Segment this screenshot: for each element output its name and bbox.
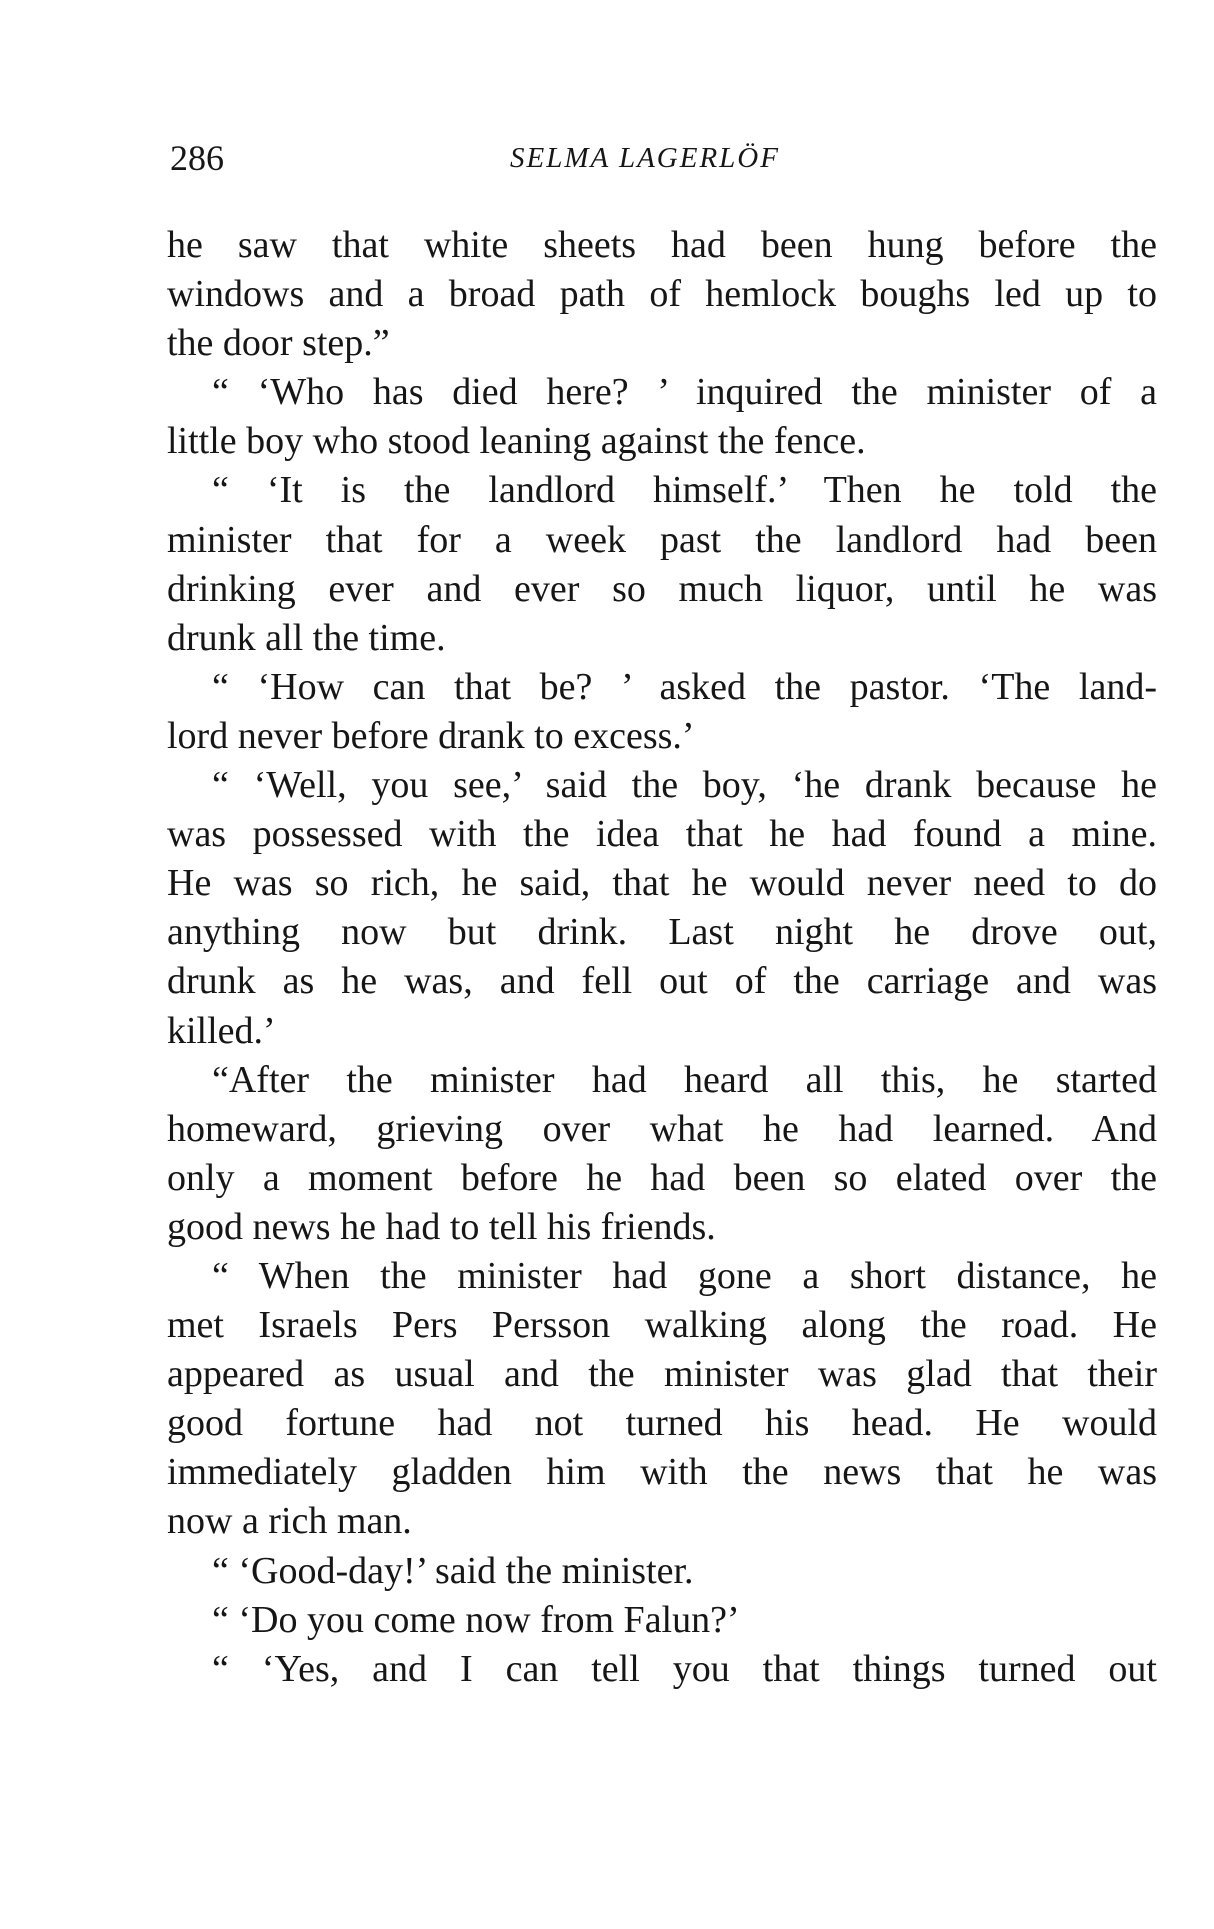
text-line: anything now but drink. Last night he drove out, [167, 911, 1157, 954]
text-line: good fortune had not turned his head. He would [167, 1402, 1157, 1445]
text-line: “ ‘Yes, and I can tell you that things turned out [212, 1647, 1157, 1690]
text-line: drunk all the time. [167, 616, 446, 659]
text-line: killed.’ [167, 1009, 276, 1052]
page-header [170, 133, 1150, 183]
text-line: “ ‘Well, you see,’ said the boy, ‘he drank because he [212, 764, 1157, 807]
text-line: windows and a broad path of hemlock boughs led up to [167, 273, 1157, 316]
text-line: met Israels Pers Persson walking along the road. He [167, 1304, 1157, 1347]
text-line: “ ‘It is the landlord himself.’ Then he told the [212, 469, 1157, 512]
text-line: “ ‘Good-day!’ said the minister. [212, 1549, 694, 1592]
text-line: “After the minister had heard all this, he started [212, 1058, 1157, 1101]
text-line: now a rich man. [167, 1500, 412, 1543]
text-line: was possessed with the idea that he had found a mine. [167, 813, 1157, 856]
text-line: he saw that white sheets had been hung before the [167, 224, 1157, 266]
text-line: He was so rich, he said, that he would never need to do [167, 862, 1157, 905]
text-line: only a moment before he had been so elated over the [167, 1156, 1157, 1199]
text-line: “ When the minister had gone a short distance, he [212, 1254, 1157, 1297]
text-line: “ ‘Do you come now from Falun?’ [212, 1598, 740, 1641]
text-line: drunk as he was, and fell out of the carriage and was [167, 960, 1157, 1003]
text-line: minister that for a week past the landlord had been [167, 518, 1157, 561]
text-line: the door step.” [167, 322, 390, 365]
running-head: SELMA LAGERLÖF [510, 142, 780, 174]
page-number: 286 [170, 138, 224, 178]
text-line: lord never before drank to excess.’ [167, 714, 695, 757]
text-line: homeward, grieving over what he had learned. And [167, 1107, 1157, 1150]
text-line: little boy who stood leaning against the fence. [167, 420, 866, 463]
body-text [167, 221, 1157, 1694]
text-line: good news he had to tell his friends. [167, 1205, 716, 1248]
text-line: “ ‘How can that be? ’ asked the pastor. ‘The land- [212, 665, 1157, 708]
text-line: immediately gladden him with the news that he was [167, 1451, 1157, 1494]
text-line: drinking ever and ever so much liquor, until he was [167, 567, 1157, 610]
text-line: appeared as usual and the minister was glad that their [167, 1353, 1157, 1396]
text-line: “ ‘Who has died here? ’ inquired the minister of a [212, 371, 1157, 414]
